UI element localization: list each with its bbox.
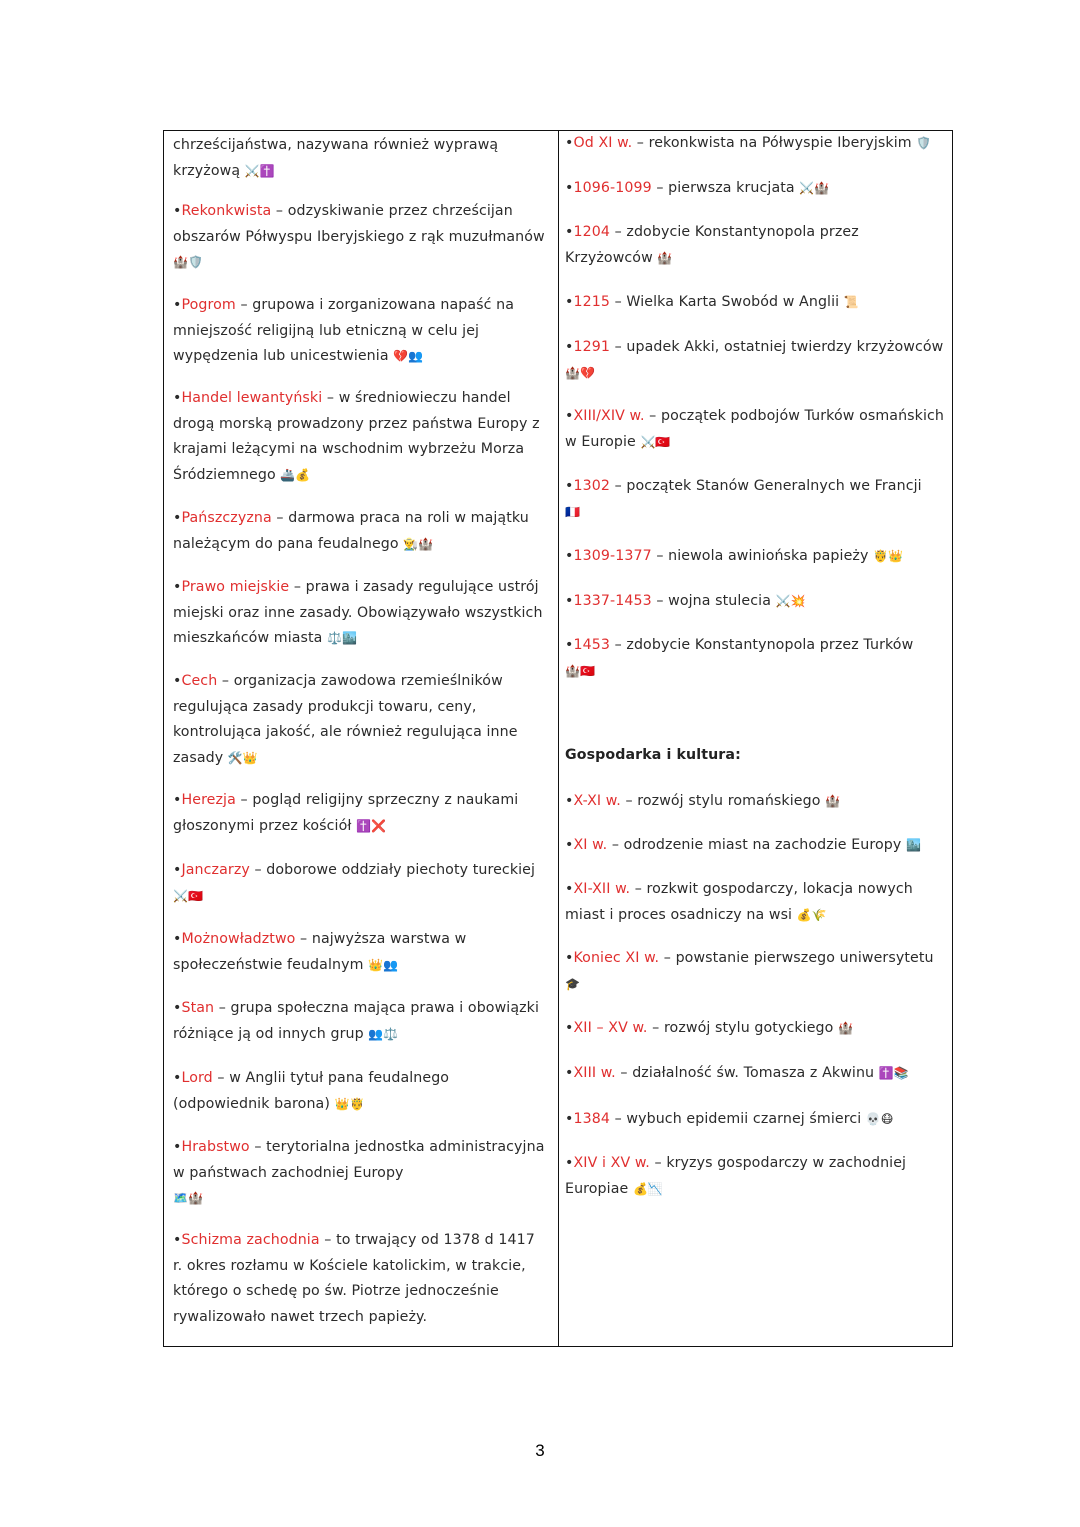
timeline-1453: •1453 – zdobycie Konstantynopola przez Turków 🏰🇹🇷 (565, 637, 914, 678)
definition-lord: •Lord – w Anglii tytuł pana feudalnego (odpowiednik barona) 👑🤴 (173, 1070, 450, 1112)
timeline-1337-1453: •1337-1453 – wojna stulecia ⚔️💥 (565, 593, 806, 609)
timeline-column (559, 131, 952, 1346)
notes-table (163, 130, 953, 1347)
swords-turkey-flag-icon: ⚔️🇹🇷 (640, 434, 671, 449)
definition-schizma-zachodnia: •Schizma zachodnia – to trwający od 1378 d 1417 r. okres rozłamu w Kościele katolickim, w trakcie, którego o schedę po św. Piotrze jednocześnie rywalizowało nawet trzech papieży. (173, 1232, 535, 1325)
cross-x-icon: ✝️❌ (356, 818, 387, 833)
economy-koniec-xi-w: •Koniec XI w. – powstanie pierwszego uniwersytetu 🎓 (565, 950, 934, 991)
graduation-cap-icon: 🎓 (565, 976, 580, 991)
definitions-column (164, 131, 559, 1346)
farmer-castle-icon: 👨‍🌾🏰 (403, 536, 434, 551)
swords-explosion-icon: ⚔️💥 (775, 594, 806, 608)
crown-prince-icon: 👑🤴 (334, 1096, 365, 1111)
castle-icon: 🏰 (657, 250, 673, 265)
page-number: 3 (535, 1441, 545, 1460)
money-wheat-icon: 💰🌾 (796, 907, 827, 922)
castle-shield-icon: 🏰🛡️ (173, 255, 203, 269)
map-castle-icon: 🗺️🏰 (173, 1191, 203, 1205)
crown-people-icon: 👑👥 (368, 957, 399, 972)
economy-xi-xii-w: •XI-XII w. – rozkwit gospodarczy, lokacja nowych miast i proces osadniczy na wsi 💰🌾 (565, 881, 913, 923)
definition-handel-lewantynski: •Handel lewantyński – w średniowieczu handel drogą morską prowadzony przez państwa Europy z krajami leżącymi na wschodnim wybrzeżu Morza Śródziemnego 🚢💰 (173, 390, 540, 483)
timeline-1204: •1204 – zdobycie Konstantynopola przez Krzyżowców 🏰 (565, 224, 859, 266)
people-scales-icon: 👥⚖️ (368, 1026, 399, 1041)
timeline-1291: •1291 – upadek Akki, ostatniej twierdzy krzyżowców 🏰💔 (565, 339, 944, 380)
definition-hrabstwo: •Hrabstwo – terytorialna jednostka administracyjna w państwach zachodniej Europy 🗺️🏰 (173, 1139, 545, 1205)
definition-janczarzy: •Janczarzy – doborowe oddziały piechoty tureckiej ⚔️🇹🇷 (173, 862, 536, 903)
definition-cech: •Cech – organizacja zawodowa rzemieślników regulująca zasady produkcji towaru, ceny, kontrolująca jakość, ale również regulująca inne zasady 🛠️👑 (173, 673, 518, 766)
timeline-1302: •1302 – początek Stanów Generalnych we Francji 🇫🇷 (565, 478, 922, 519)
prince-crown-icon: 🤴👑 (873, 549, 903, 563)
cross-books-icon: ✝️📚 (878, 1066, 909, 1080)
tools-crown-icon: 🛠️👑 (227, 750, 258, 765)
timeline-od-xi-w: •Od XI w. – rekonkwista na Półwyspie Iberyjskim 🛡️ (565, 135, 932, 151)
timeline-1309-1377: •1309-1377 – niewola awiniońska papieży 🤴👑 (565, 548, 903, 564)
definition-panszczyzna: •Pańszczyzna – darmowa praca na roli w majątku należącym do pana feudalnego 👨‍🌾🏰 (173, 510, 529, 552)
france-flag-icon: 🇫🇷 (565, 504, 580, 519)
definition-moznowladztwo: •Możnowładztwo – najwyższa warstwa w społeczeństwie feudalnym 👑👥 (173, 931, 467, 973)
economy-x-xi-w: •X-XI w. – rozwój stylu romańskiego 🏰 (565, 793, 841, 809)
broken-heart-people-icon: 💔👥 (393, 349, 424, 363)
scales-city-icon: ⚖️🏙️ (327, 631, 357, 645)
shield-icon: 🛡️ (916, 136, 932, 150)
timeline-1096-1099: •1096-1099 – pierwsza krucjata ⚔️🏰 (565, 180, 830, 196)
swords-castle-icon: ⚔️🏰 (799, 181, 830, 195)
castle-broken-heart-icon: 🏰💔 (565, 365, 595, 380)
definition-pogrom: •Pogrom – grupowa i zorganizowana napaść na mniejszość religijną lub etniczną w celu jej wypędzenia lub unicestwienia 💔👥 (173, 297, 515, 364)
castle-turkey-flag-icon: 🏰🇹🇷 (565, 663, 595, 678)
ship-money-icon: 🚢💰 (280, 467, 311, 482)
scroll-icon: 📜 (843, 295, 859, 309)
skull-mask-icon: 💀😷 (865, 1112, 894, 1126)
economy-xii-xv-w: •XII – XV w. – rozwój stylu gotyckiego 🏰 (565, 1020, 854, 1036)
timeline-xiii-xiv-w: •XIII/XIV w. – początek podbojów Turków osmańskich w Europie ⚔️🇹🇷 (565, 408, 944, 450)
economy-1384: •1384 – wybuch epidemii czarnej śmierci 💀😷 (565, 1111, 894, 1127)
economy-xiv-xv-w: •XIV i XV w. – kryzys gospodarczy w zachodniej Europiae 💰📉 (565, 1155, 907, 1197)
crusade-icon: ⚔️✝️ (244, 163, 275, 178)
timeline-1215: •1215 – Wielka Karta Swobód w Anglii 📜 (565, 294, 859, 310)
swords-turkey-icon: ⚔️🇹🇷 (173, 888, 203, 903)
definition-crusade-continuation: chrześcijaństwa, nazywana również wyprawą krzyżową ⚔️✝️ (173, 137, 499, 179)
definition-rekonkwista: •Rekonkwista – odzyskiwanie przez chrześcijan obszarów Półwyspu Iberyjskiego z rąk muzułmanów 🏰🛡️ (173, 203, 545, 269)
city-icon: 🏙️ (906, 838, 921, 852)
economy-xi-w: •XI w. – odrodzenie miast na zachodzie Europy 🏙️ (565, 837, 921, 853)
definition-prawo-miejskie: •Prawo miejskie – prawa i zasady regulujące ustrój miejski oraz inne zasady. Obowiązywało wszystkich mieszkańców miasta ⚖️🏙️ (173, 579, 543, 646)
definition-herezja: •Herezja – pogląd religijny sprzeczny z naukami głoszonymi przez kościół ✝️❌ (173, 792, 519, 834)
definition-stan: •Stan – grupa społeczna mająca prawa i obowiązki różniące ją od innych grup 👥⚖️ (173, 1000, 540, 1042)
economy-xiii-w: •XIII w. – działalność św. Tomasza z Akwinu ✝️📚 (565, 1065, 909, 1081)
section-heading-gospodarka: Gospodarka i kultura: (565, 747, 741, 763)
castle-icon: 🏰 (825, 794, 841, 808)
castle-icon: 🏰 (838, 1021, 854, 1035)
money-chart-down-icon: 💰📉 (632, 1181, 663, 1196)
